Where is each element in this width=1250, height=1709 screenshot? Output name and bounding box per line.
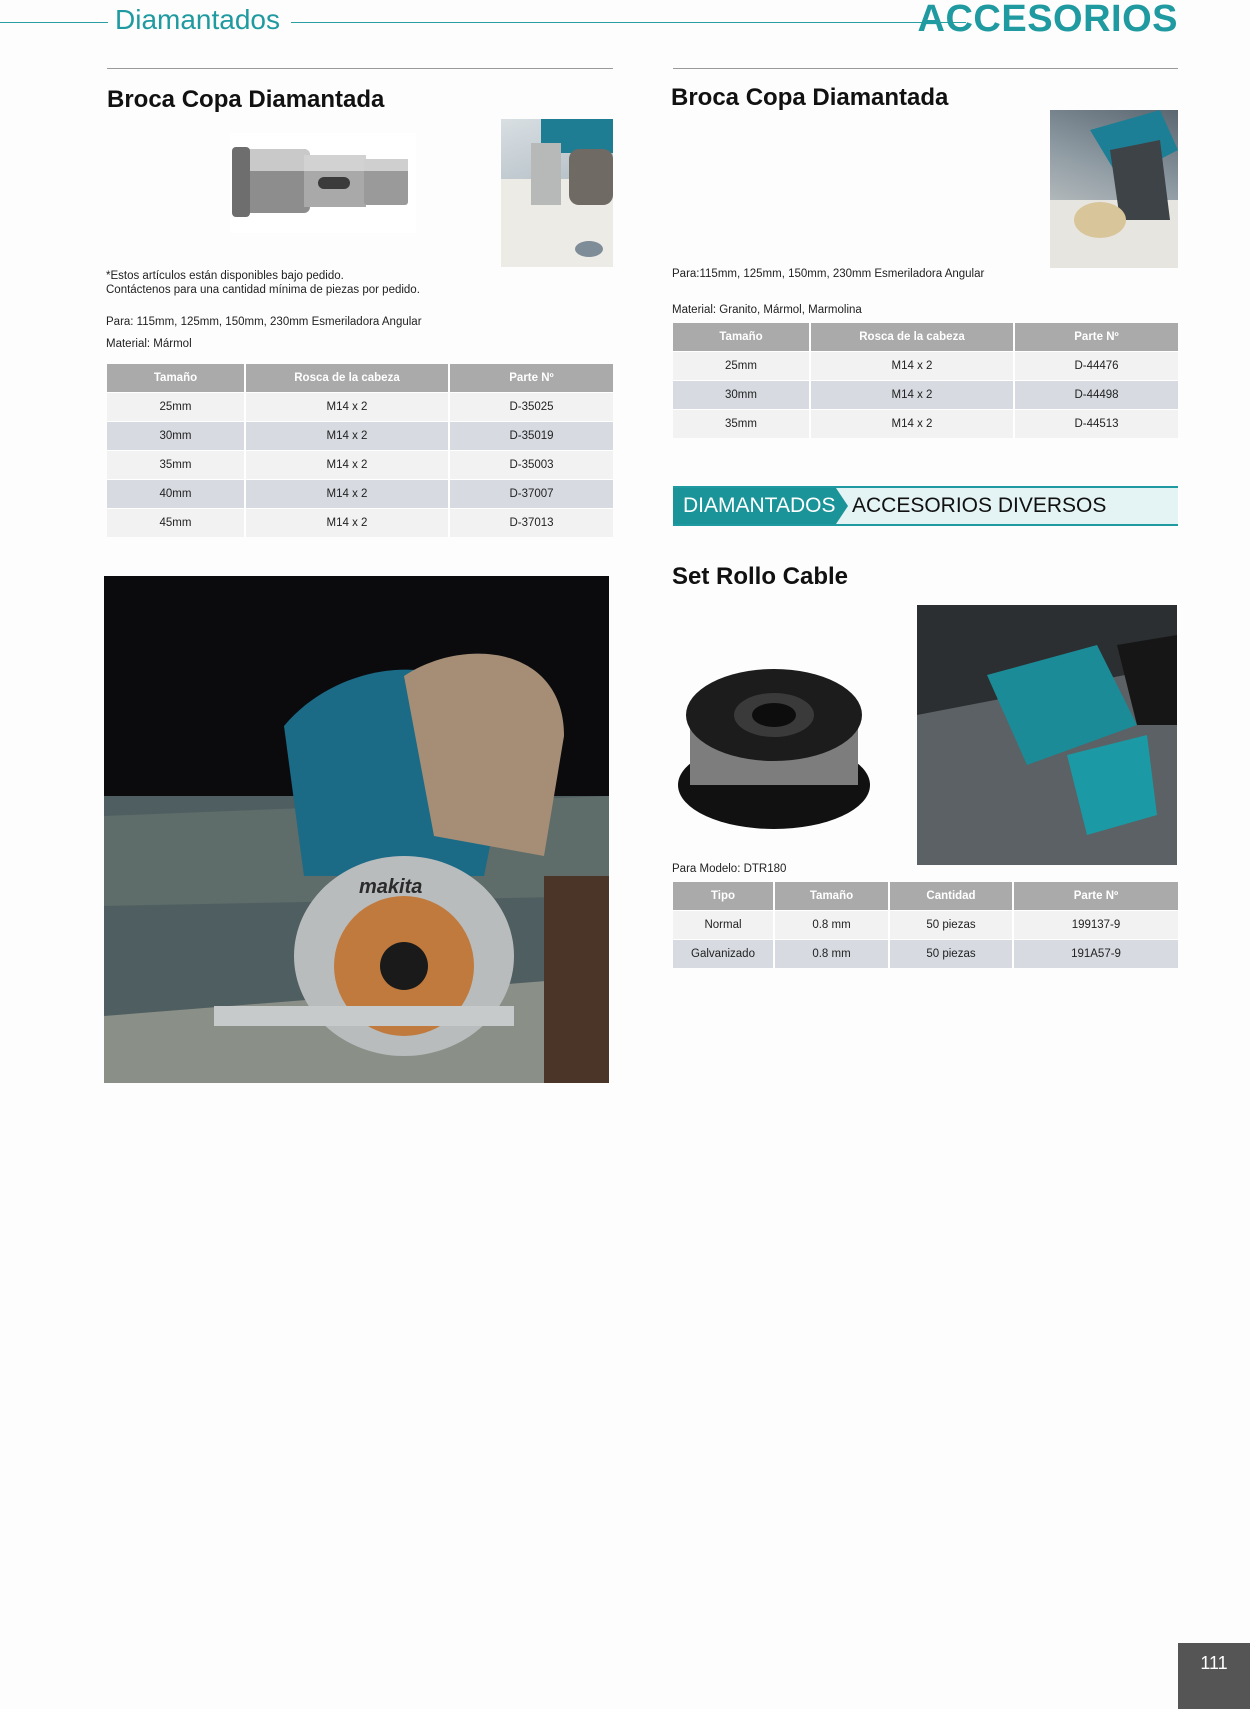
category-title: ACCESORIOS bbox=[917, 0, 1178, 40]
column-header: Tamaño bbox=[673, 323, 810, 351]
table-cell: M14 x 2 bbox=[245, 392, 449, 421]
table-cell: D-35003 bbox=[449, 450, 613, 479]
table-cell: Galvanizado bbox=[673, 939, 774, 968]
header-line-left bbox=[0, 22, 108, 23]
column-header: Tipo bbox=[673, 882, 774, 910]
table-cell: 35mm bbox=[673, 409, 810, 438]
cable-spec-table bbox=[673, 882, 1178, 968]
table-header-row bbox=[673, 882, 1178, 910]
page-number: 111 bbox=[1178, 1643, 1250, 1709]
section-title: Diamantados bbox=[115, 4, 280, 35]
table-cell: 30mm bbox=[107, 421, 245, 450]
rebar-tier-photo bbox=[917, 605, 1177, 865]
left-spec-table bbox=[107, 364, 613, 537]
column-header: Tamaño bbox=[107, 364, 245, 392]
table-cell: M14 x 2 bbox=[245, 508, 449, 537]
column-header: Parte Nº bbox=[449, 364, 613, 392]
table-cell: D-35025 bbox=[449, 392, 613, 421]
table-row bbox=[107, 508, 613, 537]
left-divider bbox=[107, 68, 613, 69]
right-material: Material: Granito, Mármol, Marmolina bbox=[672, 304, 862, 316]
cable-product-title: Set Rollo Cable bbox=[672, 563, 849, 590]
tie-wire-coil-image bbox=[676, 665, 872, 833]
column-header: Parte Nº bbox=[1014, 323, 1178, 351]
table-row bbox=[673, 351, 1178, 380]
table-row bbox=[673, 939, 1178, 968]
grinder-drilling-image bbox=[501, 119, 613, 267]
table-cell: 50 piezas bbox=[889, 939, 1013, 968]
right-compatibility: Para:115mm, 125mm, 150mm, 230mm Esmeriladora Angular bbox=[672, 268, 985, 280]
table-cell: M14 x 2 bbox=[810, 409, 1014, 438]
banner-subcategory-label: ACCESORIOS DIVERSOS bbox=[852, 494, 1107, 517]
left-product-title: Broca Copa Diamantada bbox=[107, 86, 385, 113]
right-product-title: Broca Copa Diamantada bbox=[671, 84, 949, 111]
category-banner bbox=[673, 486, 1178, 526]
table-cell: 40mm bbox=[107, 479, 245, 508]
table-cell: D-44476 bbox=[1014, 351, 1178, 380]
table-cell: 25mm bbox=[673, 351, 810, 380]
table-cell: Normal bbox=[673, 910, 774, 939]
table-header-row bbox=[673, 323, 1178, 351]
table-cell: M14 x 2 bbox=[245, 421, 449, 450]
grinder-granite-drilling-image bbox=[1050, 110, 1178, 268]
table-cell: M14 x 2 bbox=[245, 479, 449, 508]
table-row bbox=[673, 409, 1178, 438]
availability-note-line2: Contáctenos para una cantidad mínima de piezas por pedido. bbox=[106, 284, 420, 296]
table-cell: 45mm bbox=[107, 508, 245, 537]
right-spec-table bbox=[673, 323, 1178, 438]
table-cell: 25mm bbox=[107, 392, 245, 421]
table-cell: M14 x 2 bbox=[245, 450, 449, 479]
cable-model: Para Modelo: DTR180 bbox=[672, 863, 787, 875]
table-cell: 30mm bbox=[673, 380, 810, 409]
table-row bbox=[107, 421, 613, 450]
table-row bbox=[673, 380, 1178, 409]
column-header: Parte Nº bbox=[1013, 882, 1178, 910]
table-cell: 35mm bbox=[107, 450, 245, 479]
table-cell: D-35019 bbox=[449, 421, 613, 450]
left-compatibility: Para: 115mm, 125mm, 150mm, 230mm Esmeriladora Angular bbox=[106, 316, 422, 328]
availability-note-line1: *Estos artículos están disponibles bajo pedido. bbox=[106, 270, 344, 282]
table-cell: D-37013 bbox=[449, 508, 613, 537]
table-row bbox=[107, 450, 613, 479]
table-cell: M14 x 2 bbox=[810, 380, 1014, 409]
table-header-row bbox=[107, 364, 613, 392]
table-row bbox=[107, 392, 613, 421]
table-cell: M14 x 2 bbox=[810, 351, 1014, 380]
table-cell: 0.8 mm bbox=[774, 939, 889, 968]
table-cell: D-37007 bbox=[449, 479, 613, 508]
table-cell: 0.8 mm bbox=[774, 910, 889, 939]
column-header: Rosca de la cabeza bbox=[245, 364, 449, 392]
table-cell: 191A57-9 bbox=[1013, 939, 1178, 968]
table-cell: D-44513 bbox=[1014, 409, 1178, 438]
right-divider bbox=[673, 68, 1178, 69]
column-header: Tamaño bbox=[774, 882, 889, 910]
table-row bbox=[107, 479, 613, 508]
diamond-core-bit-image bbox=[230, 133, 416, 233]
marble-saw-photo bbox=[104, 576, 609, 1083]
header-line-right bbox=[291, 22, 966, 23]
column-header: Rosca de la cabeza bbox=[810, 323, 1014, 351]
saw-brand-logo: makita bbox=[359, 876, 423, 898]
table-cell: D-44498 bbox=[1014, 380, 1178, 409]
table-row bbox=[673, 910, 1178, 939]
column-header: Cantidad bbox=[889, 882, 1013, 910]
left-material: Material: Mármol bbox=[106, 338, 192, 350]
table-cell: 199137-9 bbox=[1013, 910, 1178, 939]
table-cell: 50 piezas bbox=[889, 910, 1013, 939]
banner-category-label: DIAMANTADOS bbox=[673, 488, 836, 524]
